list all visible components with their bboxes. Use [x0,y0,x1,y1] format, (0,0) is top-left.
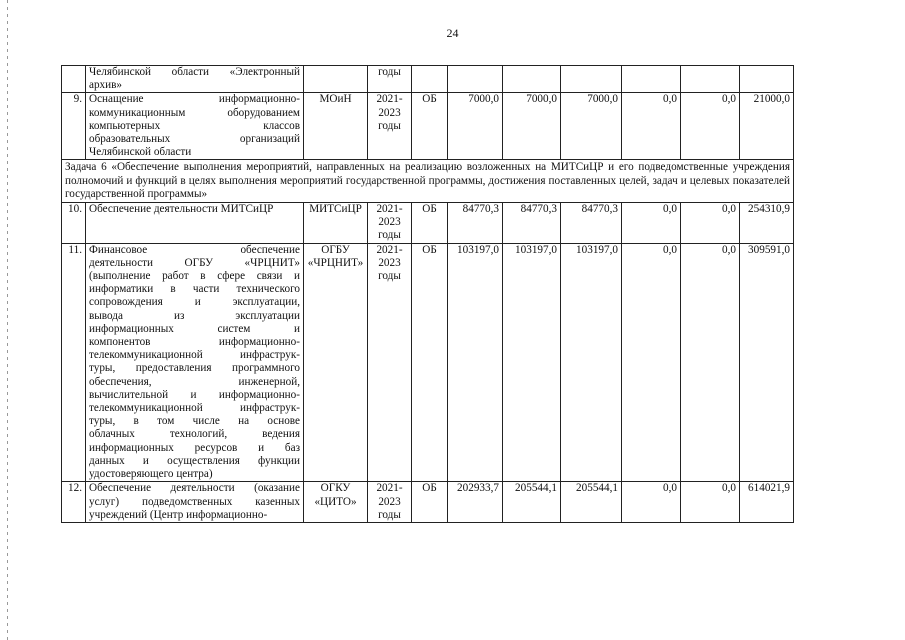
amount-total [740,66,794,93]
activity-name-line: информационных систем и [89,322,300,335]
executor: МИТСиЦР [304,203,368,244]
activity-name-line: услуг) подведомственных казенных [89,495,300,508]
table-row [62,203,794,244]
activity-name-line: облачных технологий, ведения [89,428,300,441]
activity-name-line: информатики в части технического [89,283,300,296]
amount-total: 21000,0 [740,93,794,160]
activity-name-line: обеспечения, инженерной, [89,375,300,388]
task-row [62,160,794,203]
amount-2022 [503,66,561,93]
activity-name-line: деятельности ОГБУ «ЧРЦНИТ» [89,256,300,269]
activity-name [86,482,304,523]
amount-2023: 205544,1 [561,482,622,523]
amount-col5: 0,0 [681,203,740,244]
amount-2022: 103197,0 [503,243,561,482]
funding-source: ОБ [412,243,448,482]
funding-source [412,66,448,93]
row-number [62,66,86,93]
amount-col5: 0,0 [681,243,740,482]
activity-name-line: телекоммуникационной инфраструк- [89,349,300,362]
executor: ОГКУ «ЦИТО» [304,482,368,523]
amount-col4: 0,0 [622,243,681,482]
activity-name-line: учреждений (Центр информационно- [89,508,268,521]
table-row [62,66,794,93]
activity-name-line: сопровождения и эксплуатации, [89,296,300,309]
activity-name-line: удостоверяющего центра) [89,468,213,481]
activity-name-line: Челябинской области [89,146,192,159]
row-number: 9. [62,93,86,160]
activity-name-line: компьютерных классов [89,119,300,132]
executor: МОиН [304,93,368,160]
activity-name-line: вывода из эксплуатации [89,309,300,322]
activity-name [86,93,304,160]
amount-2021: 103197,0 [448,243,503,482]
activity-name-line: телекоммуникационной инфраструк- [89,402,300,415]
activity-name [86,243,304,482]
activity-name-line: архив» [89,79,123,92]
amount-col5: 0,0 [681,482,740,523]
activity-name-line: Челябинской области «Электронный [89,66,300,78]
scan-margin-line [7,0,8,640]
amount-2022: 84770,3 [503,203,561,244]
activity-name-line: Обеспечение деятельности (оказание [89,482,300,495]
period: 2021- 2023 годы [368,93,412,160]
table-row [62,93,794,160]
period: 2021- 2023 годы [368,243,412,482]
amount-col5 [681,66,740,93]
amount-col4 [622,66,681,93]
period: годы [368,66,412,93]
period: 2021- 2023 годы [368,203,412,244]
activity-name-line: информационных ресурсов и баз [89,441,300,454]
table-row [62,243,794,482]
activity-name-line: вычислительной и информационно- [89,388,300,401]
row-number: 12. [62,482,86,523]
activity-name-line: (выполнение работ в сфере связи и [89,270,300,283]
row-number: 11. [62,243,86,482]
amount-total: 309591,0 [740,243,794,482]
amount-2023 [561,66,622,93]
activity-name-line: Обеспечение деятельности МИТСиЦР [89,203,274,216]
row-number: 10. [62,203,86,244]
activity-name-line: образовательных организаций [89,133,300,146]
funding-source: ОБ [412,93,448,160]
activity-name-line: компонентов информационно- [89,336,300,349]
activity-name-line: коммуникационным оборудованием [89,106,300,119]
amount-col4: 0,0 [622,203,681,244]
amount-2021: 202933,7 [448,482,503,523]
activity-name-line: туры, в том числе на основе [89,415,300,428]
funding-source: ОБ [412,482,448,523]
funding-source: ОБ [412,203,448,244]
amount-total: 614021,9 [740,482,794,523]
amount-2021 [448,66,503,93]
executor: ОГБУ «ЧРЦНИТ» [304,243,368,482]
amount-2023: 7000,0 [561,93,622,160]
amount-col5: 0,0 [681,93,740,160]
executor [304,66,368,93]
amount-2021: 7000,0 [448,93,503,160]
activity-name-line: Оснащение информационно- [89,93,300,106]
activity-name [86,203,304,244]
amount-2022: 205544,1 [503,482,561,523]
task-6-text: Задача 6 «Обеспечение выполнения мероприятий, направленных на реализацию возложенных на МИТСиЦР и его подведомственные учреждения полномочий и функций в целях выполнения мероприятий государственной программы, достижения поставленных целей, задач и целевых показателей государственной программы» [62,160,794,203]
amount-total: 254310,9 [740,203,794,244]
amount-col4: 0,0 [622,93,681,160]
period: 2021- 2023 годы [368,482,412,523]
activity-name [86,66,304,93]
amount-col4: 0,0 [622,482,681,523]
amount-2022: 7000,0 [503,93,561,160]
activity-name-line: данных и осуществления функции [89,454,300,467]
amount-2023: 84770,3 [561,203,622,244]
amount-2021: 84770,3 [448,203,503,244]
activity-name-line: Финансовое обеспечение [89,243,300,256]
program-activities-table [61,65,794,523]
activity-name-line: туры, предоставления программного [89,362,300,375]
table-row [62,482,794,523]
page-number: 24 [446,26,459,40]
amount-2023: 103197,0 [561,243,622,482]
